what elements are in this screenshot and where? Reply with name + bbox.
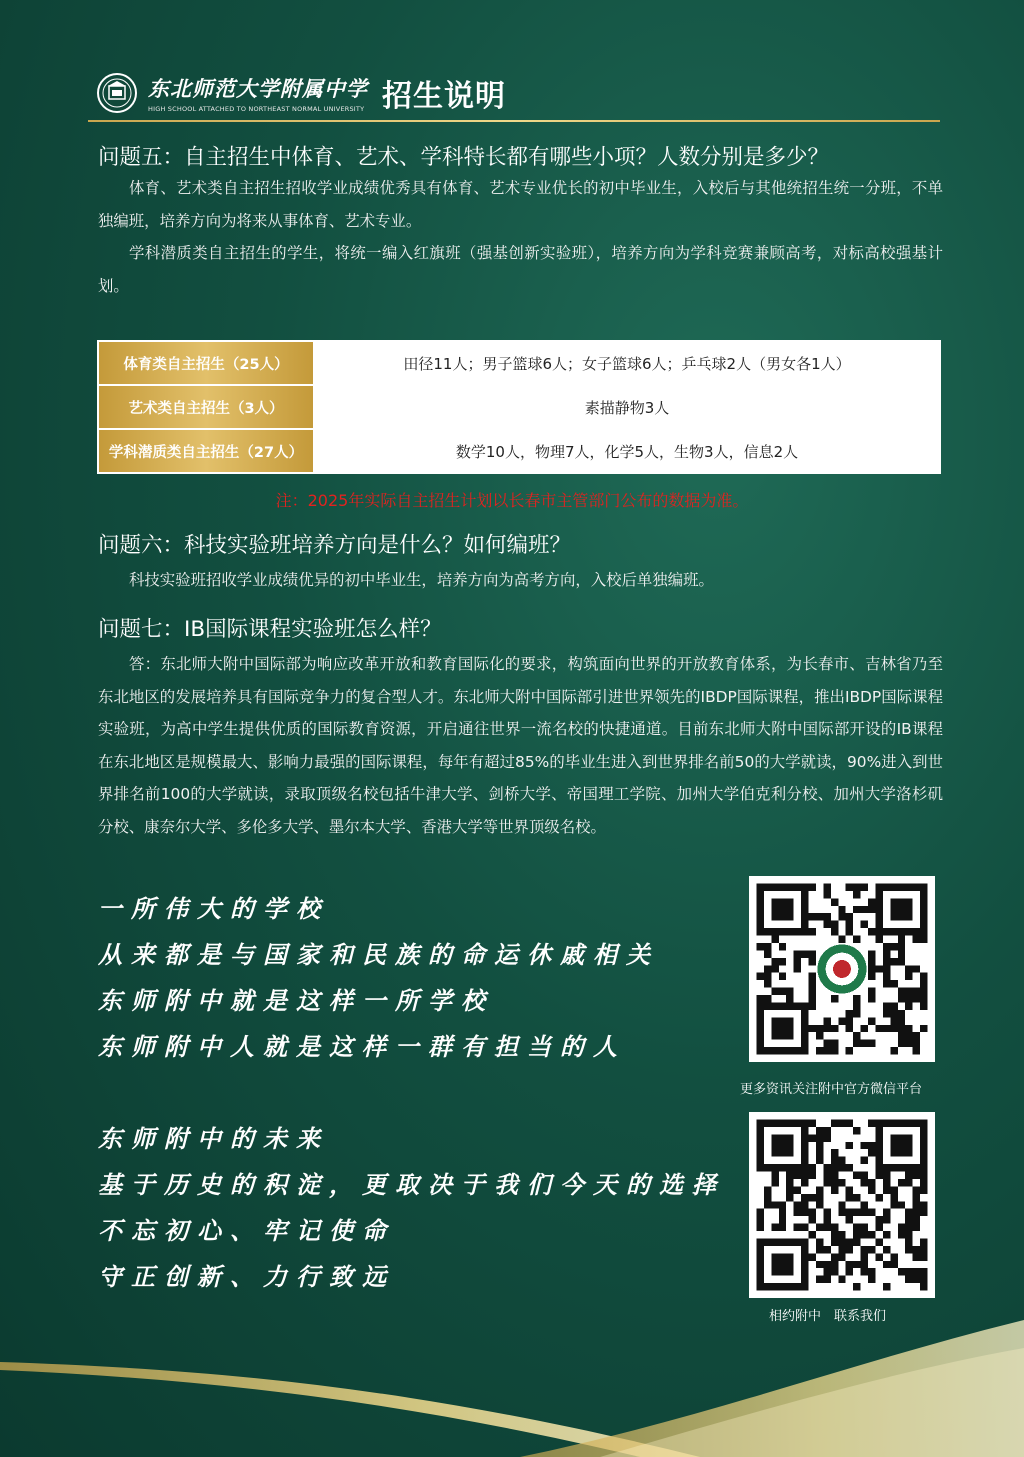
admission-quota-table — [97, 340, 941, 474]
table-cell-detail: 素描静物3人 — [314, 385, 940, 429]
school-name-block — [148, 73, 368, 113]
contact-qr-code-icon[interactable] — [749, 1112, 935, 1298]
poem-line: 基于历史的积淀，更取决于我们今天的选择 — [98, 1170, 725, 1199]
poem-line: 东师附中的未来 — [98, 1124, 329, 1153]
table-cell-detail: 田径11人；男子篮球6人；女子篮球6人；乒乓球2人（男女各1人） — [314, 341, 940, 385]
header-divider — [88, 120, 940, 122]
question-7-paragraph-1: 答：东北师大附中国际部为响应改革开放和教育国际化的要求，构筑面向世界的开放教育体系，为长春市、吉林省乃至东北地区的发展培养具有国际竞争力的复合型人才。东北师大附中国际部引进世界领先的IBDP国际课程，推出IBDP国际课程实验班，为高中学生提供优质的国际教育资源，开启通往世界一流名校的快捷通道。目前东北师大附中国际部开设的IB课程在东北地区是规模最大、影响力最强的国际课程，每年有超过85%的毕业生进入到世界排名前50的大学就读，90%进入到世界排名前100的大学就读，录取顶级名校包括牛津大学、剑桥大学、帝国理工学院、加州大学伯克利分校、加州大学洛杉矶分校、康奈尔大学、多伦多大学、墨尔本大学、香港大学等世界顶级名校。 — [98, 655, 943, 836]
school-name-english: HIGH SCHOOL ATTACHED TO NORTHEAST NORMAL UNIVERSITY — [148, 105, 365, 113]
page-title: 招生说明 — [382, 79, 506, 114]
question-5-title: 问题五：自主招生中体育、艺术、学科特长都有哪些小项？人数分别是多少？ — [98, 145, 830, 170]
wechat-qr-code-icon[interactable] — [749, 876, 935, 1062]
table-cell-category: 学科潜质类自主招生（27人） — [98, 429, 314, 473]
school-name: 东北师范大学附属中学 — [148, 76, 368, 101]
table-row — [98, 429, 940, 473]
school-seal-icon — [96, 72, 138, 114]
question-6-paragraph-1: 科技实验班招收学业成绩优异的初中毕业生，培养方向为高考方向，入校后单独编班。 — [129, 571, 714, 589]
plan-note: 注：2025年实际自主招生计划以长春市主管部门公布的数据为准。 — [275, 491, 749, 510]
table-row — [98, 341, 940, 385]
poem-line: 从来都是与国家和民族的命运休戚相关 — [98, 940, 659, 969]
decorative-gold-wave-icon — [0, 1300, 1024, 1457]
question-5-paragraph-1: 体育、艺术类自主招生招收学业成绩优秀具有体育、艺术专业优长的初中毕业生，入校后与其他统招生统一分班，不单独编班，培养方向为将来从事体育、艺术专业。 — [98, 179, 943, 230]
poem-line: 守正创新、力行致远 — [98, 1262, 395, 1291]
poem-line: 不忘初心、牢记使命 — [98, 1216, 395, 1245]
table-cell-category: 艺术类自主招生（3人） — [98, 385, 314, 429]
question-5-paragraph-2: 学科潜质类自主招生的学生，将统一编入红旗班（强基创新实验班），培养方向为学科竞赛兼顾高考，对标高校强基计划。 — [98, 244, 943, 295]
page-header — [96, 66, 506, 120]
question-7-title: 问题七：IB国际课程实验班怎么样？ — [98, 617, 442, 642]
question-6-title: 问题六：科技实验班培养方向是什么？如何编班？ — [98, 533, 572, 558]
qr-caption-contact: 相约附中 联系我们 — [769, 1309, 887, 1324]
poem-line: 东师附中人就是这样一群有担当的人 — [98, 1032, 626, 1061]
table-cell-detail: 数学10人，物理7人，化学5人，生物3人，信息2人 — [314, 429, 940, 473]
qr-caption-wechat: 更多资讯关注附中官方微信平台 — [740, 1082, 923, 1097]
table-row — [98, 385, 940, 429]
poem-line: 一所伟大的学校 — [98, 894, 329, 923]
poem-line: 东师附中就是这样一所学校 — [98, 986, 494, 1015]
table-cell-category: 体育类自主招生（25人） — [98, 341, 314, 385]
